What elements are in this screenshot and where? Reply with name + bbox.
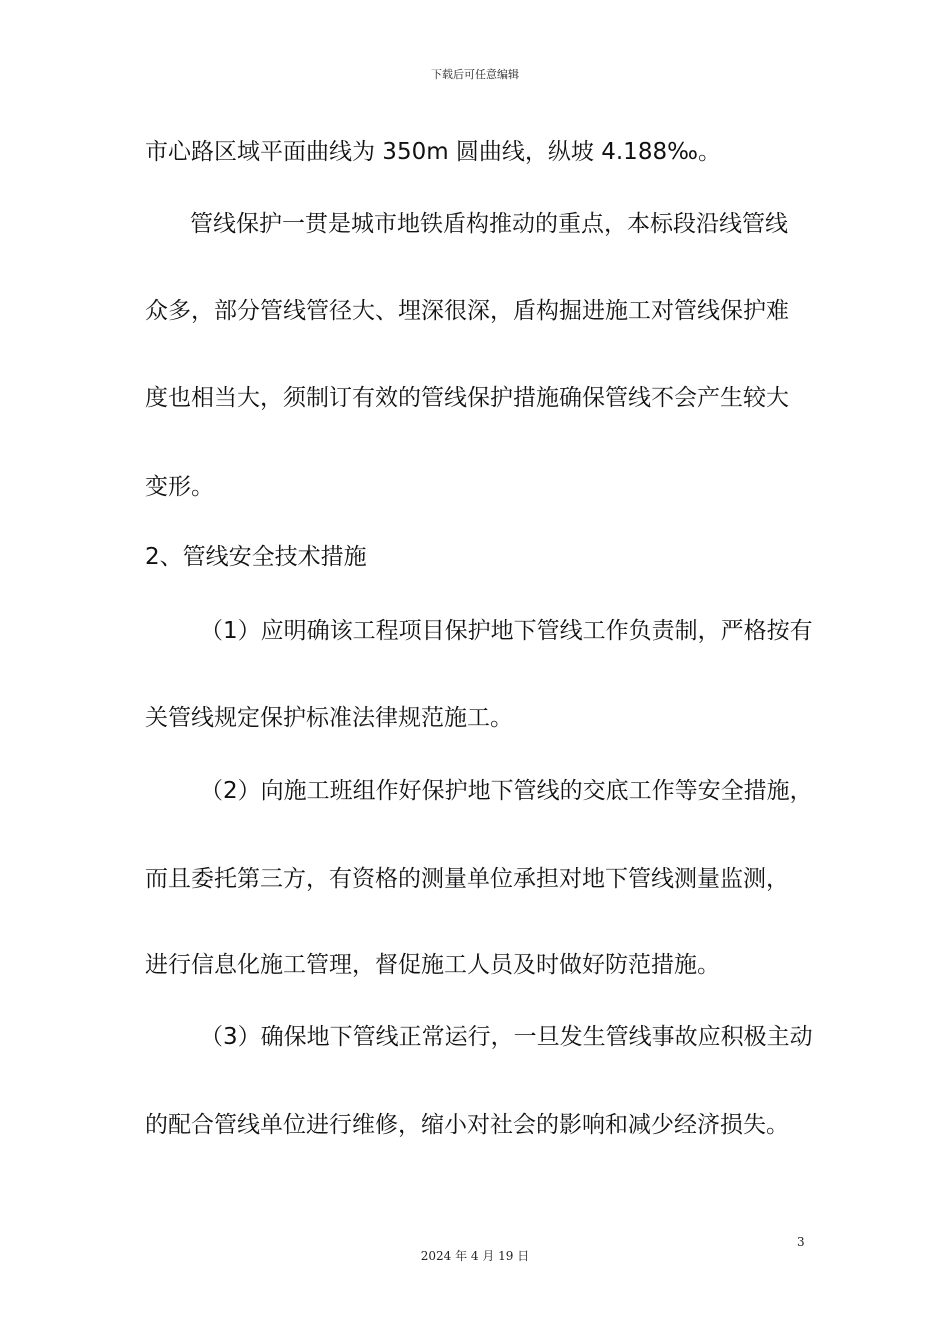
footer-date: 2024 年 4 月 19 日 (420, 1249, 530, 1263)
paragraph-line: 关管线规定保护标准法律规范施工。 (145, 705, 513, 731)
section-heading: 2、管线安全技术措施 (145, 544, 367, 570)
paragraph-line: 市心路区域平面曲线为 350m 圆曲线，纵坡 4.188‰。 (145, 139, 721, 165)
paragraph-line: 而且委托第三方，有资格的测量单位承担对地下管线测量监测， (145, 866, 789, 892)
paragraph-line: 管线保护一贯是城市地铁盾构推动的重点，本标段沿线管线 (190, 211, 788, 237)
paragraph-line: （1）应明确该工程项目保护地下管线工作负责制，严格按有 (200, 618, 813, 644)
page-header: 下载后可任意编辑 (431, 68, 519, 81)
paragraph-line: 进行信息化施工管理，督促施工人员及时做好防范措施。 (145, 952, 720, 978)
page-number: 3 (797, 1235, 805, 1249)
paragraph-line: 众多，部分管线管径大、埋深很深，盾构掘进施工对管线保护难 (145, 298, 789, 324)
paragraph-line: 度也相当大，须制订有效的管线保护措施确保管线不会产生较大 (145, 385, 789, 411)
paragraph-line: 变形。 (145, 474, 214, 500)
paragraph-line: （2）向施工班组作好保护地下管线的交底工作等安全措施， (200, 778, 813, 804)
paragraph-line: 的配合管线单位进行维修，缩小对社会的影响和减少经济损失。 (145, 1112, 789, 1138)
paragraph-line: （3）确保地下管线正常运行，一旦发生管线事故应积极主动 (200, 1024, 813, 1050)
